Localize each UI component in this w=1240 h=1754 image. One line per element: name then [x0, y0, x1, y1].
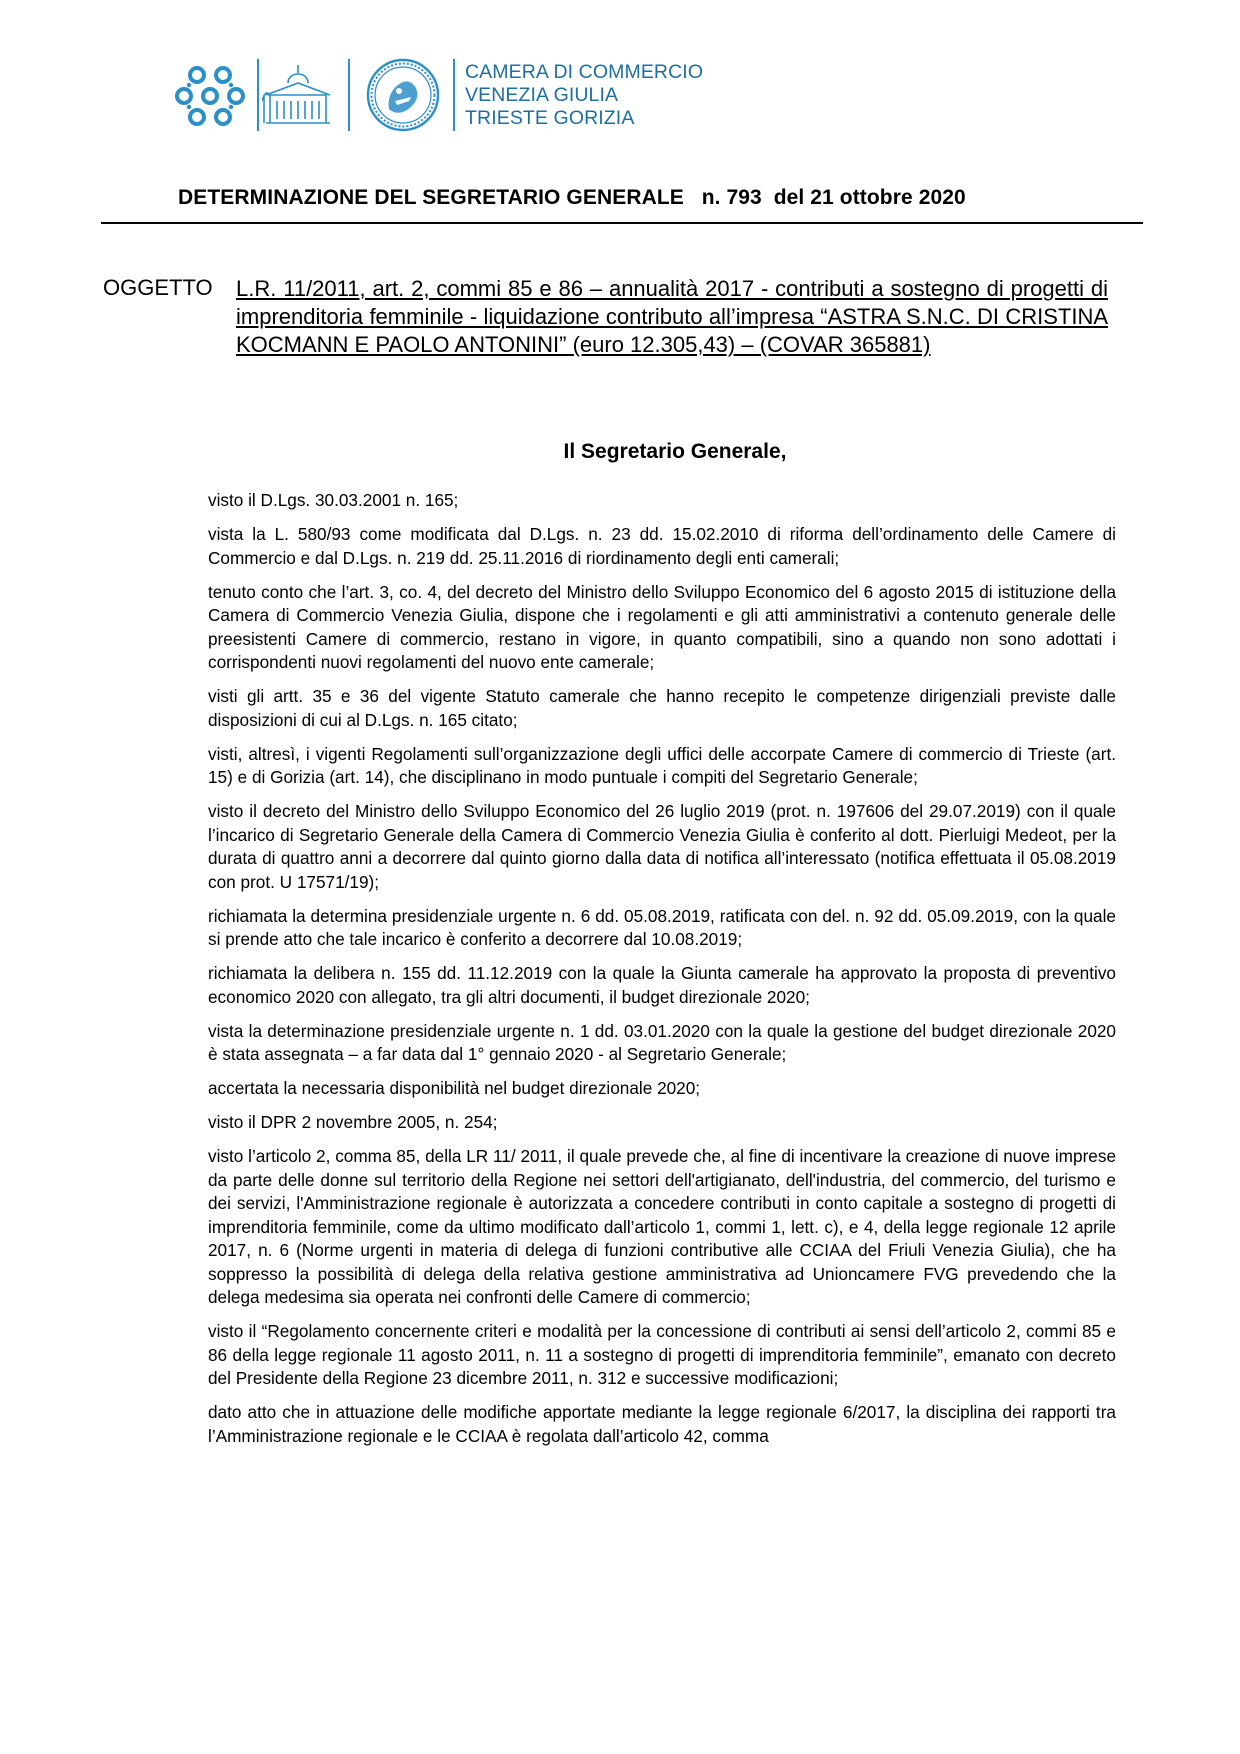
body-paragraph: vista la determinazione presidenziale urgente n. 1 dd. 03.01.2020 con la quale la gestione del budget direzionale 2020 è stata assegnata – a far data dal 1° gennaio 2020 - al Segretario Generale;	[208, 1020, 1116, 1064]
subject-text: L.R. 11/2011, art. 2, commi 85 e 86 – annualità 2017 - contributi a sostegno di progetti di imprenditoria femminile - liquidazione contributo all’impresa “ASTRA S.N.C. DI CRISTINA KOCMANN E PAOLO ANTONINI” (euro 12.305,43) – (COVAR 365881)	[236, 276, 1108, 357]
palace-logo-icon	[262, 61, 334, 129]
title-rule	[101, 222, 1143, 224]
body-paragraph: vista la L. 580/93 come modificata dal D.Lgs. n. 23 dd. 15.02.2010 di riforma dell’ordinamento delle Camere di Commercio e dal D.Lgs. n. 219 dd. 25.11.2016 di riordinamento degli enti camerali;	[208, 524, 1116, 568]
seal-logo-icon	[365, 57, 441, 133]
body-paragraph: visti gli artt. 35 e 36 del vigente Statuto camerale che hanno recepito le competenze dirigenziali previste dalle disposizioni di cui al D.Lgs. n. 165 citato;	[208, 686, 1116, 730]
body-paragraph: dato atto che in attuazione delle modifiche apportate mediante la legge regionale 6/2017, la disciplina dei rapporti tra l’Amministrazione regionale e le CCIAA è regolata dall’articolo 42, comma	[208, 1402, 1116, 1446]
body-paragraph: visto il DPR 2 novembre 2005, n. 254;	[208, 1112, 498, 1132]
org-name-line: CAMERA DI COMMERCIO	[465, 61, 704, 83]
body-paragraph: tenuto conto che l’art. 3, co. 4, del decreto del Ministro dello Sviluppo Economico del 6 agosto 2015 di istituzione della Camera di Commercio Venezia Giulia, dispone che i regolamenti e gli atti amministrativi a contenuto generale delle preesistenti Camere di commercio, restano in vigore, in quanto compatibili, sino a quando non sono adottati i corrispondenti nuovi regolamenti del nuovo ente camerale;	[208, 581, 1116, 672]
body-paragraph: visto il D.Lgs. 30.03.2001 n. 165;	[208, 490, 459, 510]
signer-heading: Il Segretario Generale,	[563, 440, 787, 463]
divider	[257, 59, 259, 131]
chamber-logo-icon	[175, 61, 245, 131]
body-paragraph: visto l’articolo 2, comma 85, della LR 11/ 2011, il quale prevede che, al fine di incentivare la creazione di nuove imprese da parte delle donne sul territorio della Regione nei settori dell'artigianato, dell'industria, del commercio, del turismo e dei servizi, l'Amministrazione regionale è autorizzata a concedere contributi in conto capitale a sostegno di progetti di imprenditoria femminile, come da ultimo modificato dall’articolo 1, commi 1, lett. c), e 4, della legge regionale 12 aprile 2017, n. 6 (Norme urgenti in materia di delega di funzioni contributive alle CCIAA del Friuli Venezia Giulia), che ha soppresso la possibilità di delega della relativa gestione amministrativa ad Unioncamere FVG prevedendo che la delega medesima sia operata nei confronti delle Camere di commercio;	[208, 1146, 1116, 1307]
letterhead	[175, 55, 735, 135]
body-paragraph: richiamata la delibera n. 155 dd. 11.12.2019 con la quale la Giunta camerale ha approvato la proposta di preventivo economico 2020 con allegato, tra gli altri documenti, il budget direzionale 2020;	[208, 963, 1116, 1007]
body-paragraph: visti, altresì, i vigenti Regolamenti sull’organizzazione degli uffici delle accorpate Camere di commercio di Trieste (art. 15) e di Gorizia (art. 14), che disciplinano in modo puntuale i compiti del Segretario Generale;	[208, 743, 1116, 787]
body-paragraph: visto il “Regolamento concernente criteri e modalità per la concessione di contributi ai sensi dell’articolo 2, commi 85 e 86 della legge regionale 11 agosto 2011, n. 11 a sostegno di progetti di imprenditoria femminile”, emanato con decreto del Presidente della Regione 23 dicembre 2011, n. 312 e successive modificazioni;	[208, 1321, 1116, 1388]
organization-name	[465, 61, 703, 130]
body-paragraph: visto il decreto del Ministro dello Sviluppo Economico del 26 luglio 2019 (prot. n. 197606 del 29.07.2019) con il quale l’incarico di Segretario Generale della Camera di Commercio Venezia Giulia è conferito al dott. Pierluigi Medeot, per la durata di quattro anni a decorrere dal quinto giorno dalla data di notifica all’interessato (notifica effettuata il 05.08.2019 con prot. U 17571/19);	[208, 801, 1116, 892]
document-title: DETERMINAZIONE DEL SEGRETARIO GENERALE n. 793 del 21 ottobre 2020	[178, 186, 966, 209]
org-name-line: TRIESTE GORIZIA	[465, 107, 635, 129]
document-body	[208, 489, 1116, 1459]
divider	[453, 59, 455, 131]
subject-label: OGGETTO	[103, 275, 213, 300]
body-paragraph: accertata la necessaria disponibilità nel budget direzionale 2020;	[208, 1078, 701, 1098]
body-paragraph: richiamata la determina presidenziale urgente n. 6 dd. 05.08.2019, ratificata con del. n. 92 dd. 05.09.2019, con la quale si prende atto che tale incarico è conferito a decorrere dal 10.08.2019;	[208, 905, 1116, 949]
divider	[348, 59, 350, 131]
org-name-line: VENEZIA GIULIA	[465, 84, 619, 106]
